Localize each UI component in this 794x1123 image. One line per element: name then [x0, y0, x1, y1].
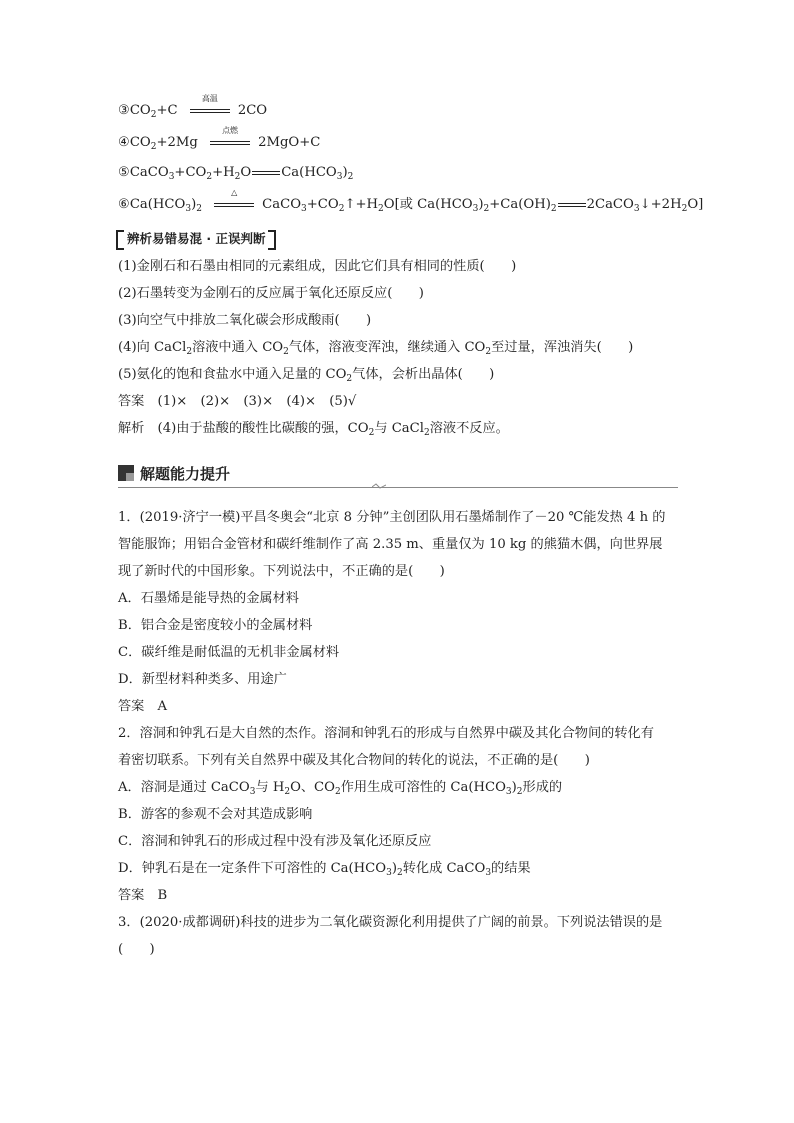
- judge-answer: 答案 (1)× (2)× (3)× (4)× (5)√: [118, 394, 357, 409]
- section-block-icon: [118, 465, 134, 481]
- question-1-line-2: 智能服饰；用铝合金管材和碳纤维制作了高 2.35 m、重量仅为 10 kg 的熊猫木偶，向世界展: [118, 537, 663, 552]
- judge-item-1: (1)金刚石和石墨由相同的元素组成，因此它们具有相同的性质( ): [118, 259, 517, 274]
- reaction-4: $④CO_2+2Mg$ 点燃 2MgO+C: [118, 125, 321, 152]
- question-1-answer: 答案 A: [118, 699, 168, 714]
- judge-item-3: (3)向空气中排放二氧化碳会形成酸雨( ): [118, 313, 372, 328]
- question-2-option-b: B．游客的参观不会对其造成影响: [118, 807, 313, 822]
- reaction-6: $⑥Ca(HCO_3)_2$ △ $CaCO_3+CO_2↑+H_2O$[或 $Ca(HCO_3)_2+Ca(OH)_2$ $2CaCO_3↓+2H_2O$]: [118, 187, 704, 214]
- question-3-line-1: 3．(2020·成都调研)科技的进步为二氧化碳资源化利用提供了广阔的前景。下列说法错误的是: [118, 915, 663, 930]
- reaction-5: $⑤CaCO_3+CO_2+H_2O$ $Ca(HCO_3)_2$: [118, 165, 354, 182]
- question-1-option-c: C．碳纤维是耐低温的无机非金属材料: [118, 645, 340, 660]
- judge-item-2: (2)石墨转变为金刚石的反应属于氧化还原反应( ): [118, 286, 424, 301]
- question-3-line-2: ( ): [118, 942, 155, 957]
- question-2-line-2: 着密切联系。下列有关自然界中碳及其化合物间的转化的说法，不正确的是( ): [118, 753, 590, 768]
- reaction-condition: △: [214, 198, 254, 212]
- reaction-condition: 点燃: [210, 136, 250, 150]
- judge-item-4: (4)向 CaCl$_2$溶液中通入 $CO_2$气体，溶液变浑浊，继续通入 $CO_2$至过量，浑浊消失( ): [118, 340, 634, 357]
- reaction-condition: 高温: [190, 104, 230, 118]
- section-title: 解题能力提升: [140, 465, 231, 483]
- equals-sign: [558, 200, 586, 210]
- question-1-line-1: 1．(2019·济宁一模)平昌冬奥会“北京 8 分钟”主创团队用石墨烯制作了－20 ℃能发热 4 h 的: [118, 510, 666, 525]
- divider-wave-icon: [372, 482, 386, 490]
- question-1-option-d: D．新型材料种类多、用途广: [118, 672, 287, 687]
- question-1-line-3: 现了新时代的中国形象。下列说法中，不正确的是( ): [118, 564, 445, 579]
- bracket-left-icon: [116, 230, 124, 250]
- question-2-option-c: C．溶洞和钟乳石的形成过程中没有涉及氧化还原反应: [118, 834, 432, 849]
- question-2-line-1: 2．溶洞和钟乳石是大自然的杰作。溶洞和钟乳石的形成与自然界中碳及其化合物间的转化有: [118, 726, 654, 741]
- question-2-option-a: A．溶洞是通过 CaCO$_3$与 $H_2O$、$CO_2$作用生成可溶性的 $Ca(HCO_3)_2$形成的: [118, 780, 563, 797]
- judge-analysis: 解析 (4)由于盐酸的酸性比碳酸的强，$CO_2$与 CaCl$_2$溶液不反应。: [118, 421, 509, 438]
- section-divider: [118, 487, 678, 488]
- equals-sign: [252, 168, 280, 178]
- question-2-answer: 答案 B: [118, 888, 168, 903]
- section-header: [118, 461, 678, 487]
- question-1-option-b: B．铝合金是密度较小的金属材料: [118, 618, 313, 633]
- judge-section-title: 辨析易错易混 · 正误判断: [116, 229, 276, 250]
- question-1-option-a: A．石墨烯是能导热的金属材料: [118, 591, 299, 606]
- reaction-3: $③CO_2+C$ 高温 2CO: [118, 93, 268, 120]
- judge-item-5: (5)氨化的饱和食盐水中通入足量的 $CO_2$气体，会析出晶体( ): [118, 367, 495, 384]
- bracket-right-icon: [268, 230, 276, 250]
- question-2-option-d: D．钟乳石是在一定条件下可溶性的 $Ca(HCO_3)_2$转化成 CaCO$_3$的结果: [118, 861, 531, 878]
